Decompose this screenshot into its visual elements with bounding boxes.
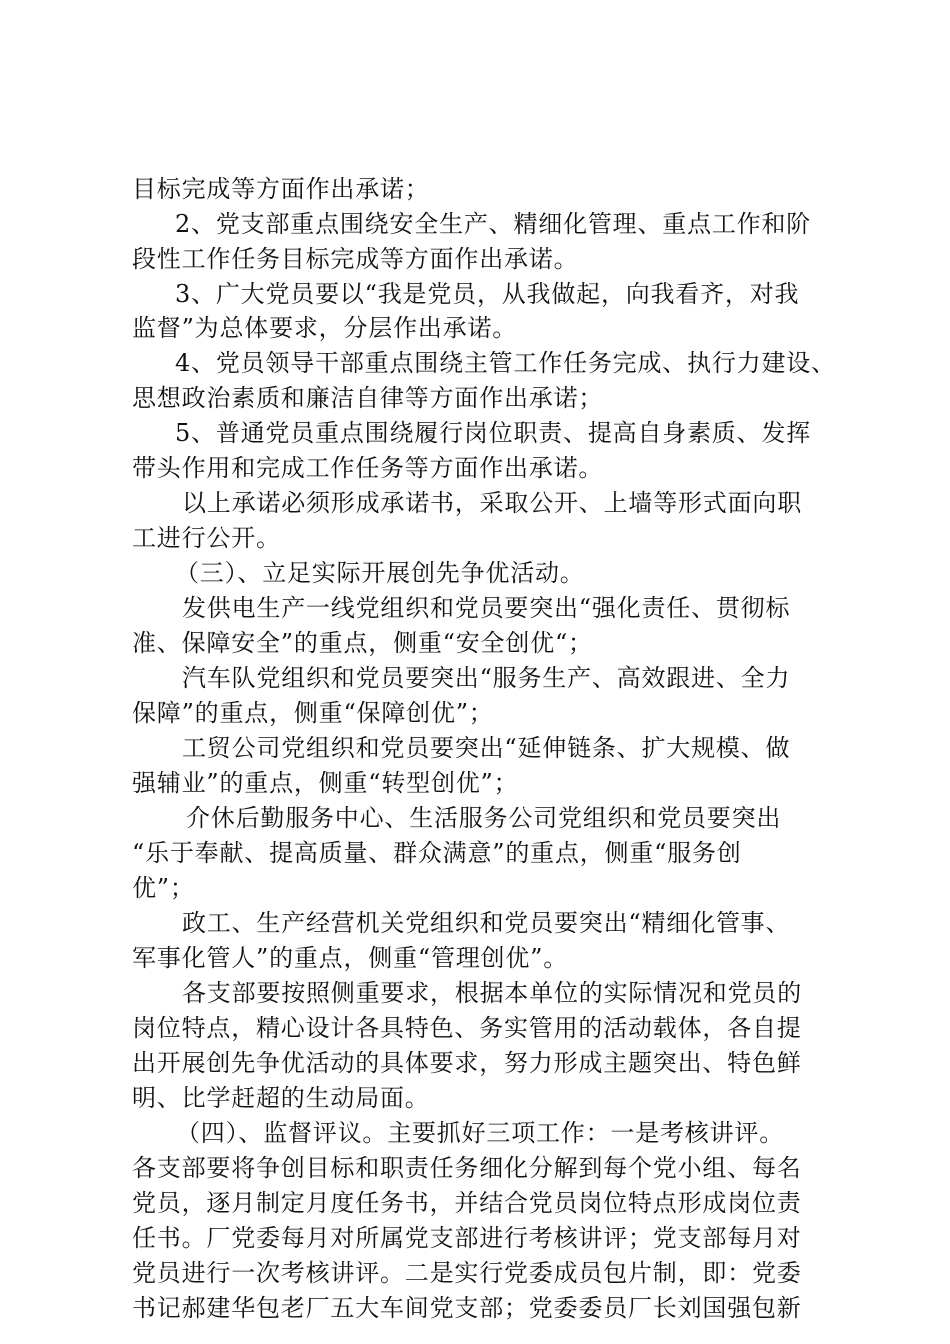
body-line: 介休后勤服务中心、生活服务公司党组织和党员要突出 — [186, 804, 782, 832]
body-line: 工进行公开。 — [132, 524, 281, 552]
body-line: 任书。厂党委每月对所属党支部进行考核讲评；党支部每月对 — [132, 1224, 802, 1252]
body-line: 以上承诺必须形成承诺书，采取公开、上墙等形式面向职 — [182, 489, 802, 517]
body-line: 军事化管人”的重点，侧重“管理创优”。 — [132, 944, 569, 972]
body-line: 3、广大党员要以“我是党员，从我做起，向我看齐，对我 — [175, 280, 800, 308]
section-heading: （四）、监督评议。主要抓好三项工作：一是考核讲评。 — [176, 1119, 784, 1147]
body-line: 思想政治素质和廉洁自律等方面作出承诺； — [132, 384, 604, 412]
body-line: 目标完成等方面作出承诺； — [132, 175, 430, 203]
body-line: “乐于奉献、提高质量、群众满意”的重点，侧重“服务创 — [132, 839, 742, 867]
body-line: 岗位特点，精心设计各具特色、务实管用的活动载体，各自提 — [132, 1014, 802, 1042]
body-line: 汽车队党组织和党员要突出“服务生产、高效跟进、全力 — [182, 664, 791, 692]
body-line: 明、比学赶超的生动局面。 — [132, 1084, 430, 1112]
body-line: 各支部要将争创目标和职责任务细化分解到每个党小组、每名 — [132, 1154, 802, 1182]
body-line: 工贸公司党组织和党员要突出“延伸链条、扩大规模、做 — [182, 734, 791, 762]
body-line: 4、党员领导干部重点围绕主管工作任务完成、执行力建设、 — [175, 349, 836, 377]
body-line: 2、党支部重点围绕安全生产、精细化管理、重点工作和阶 — [175, 210, 812, 238]
body-line: 出开展创先争优活动的具体要求，努力形成主题突出、特色鲜 — [132, 1049, 802, 1077]
body-line: 带头作用和完成工作任务等方面作出承诺。 — [132, 454, 604, 482]
body-line: 强辅业”的重点，侧重“转型创优”； — [132, 769, 519, 797]
body-line: 保障”的重点，侧重“保障创优”； — [132, 699, 494, 727]
body-line: 政工、生产经营机关党组织和党员要突出“精细化管事、 — [182, 909, 791, 937]
body-line: 准、保障安全”的重点，侧重“安全创优“； — [132, 629, 593, 657]
body-line: 书记郝建华包老厂五大车间党支部；党委委员厂长刘国强包新 — [132, 1294, 802, 1322]
body-line: 党员，逐月制定月度任务书，并结合党员岗位特点形成岗位责 — [132, 1189, 802, 1217]
body-line: 监督”为总体要求，分层作出承诺。 — [132, 314, 518, 342]
body-line: 各支部要按照侧重要求，根据本单位的实际情况和党员的 — [182, 979, 802, 1007]
body-line: 优”； — [132, 874, 195, 902]
body-line: 党员进行一次考核讲评。二是实行党委成员包片制，即：党委 — [132, 1259, 802, 1287]
body-line: 5、普通党员重点围绕履行岗位职责、提高自身素质、发挥 — [175, 419, 812, 447]
body-line: 段性工作任务目标完成等方面作出承诺。 — [132, 245, 579, 273]
section-heading: （三）、立足实际开展创先争优活动。 — [175, 559, 585, 587]
body-line: 发供电生产一线党组织和党员要突出“强化责任、贯彻标 — [182, 594, 791, 622]
